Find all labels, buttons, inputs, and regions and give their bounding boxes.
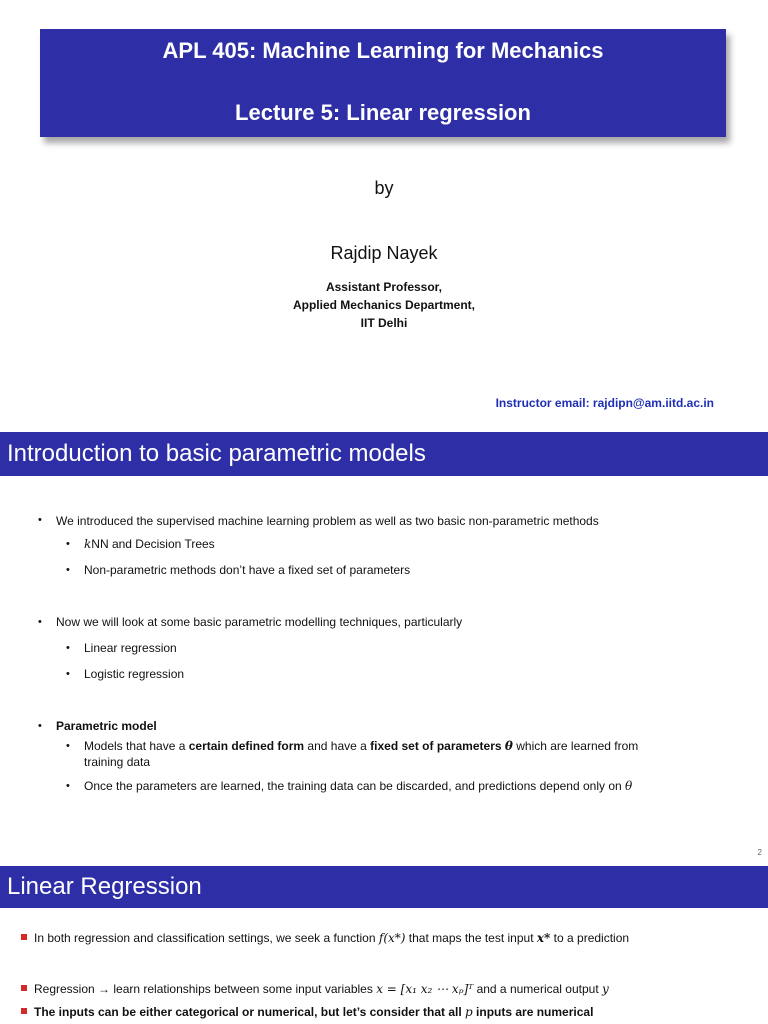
bullet-text [84,536,215,552]
math-theta: θ [625,779,633,793]
math-x: x* [536,931,551,945]
text-bold: certain defined form [188,739,305,753]
affiliation-line: IIT Delhi [360,316,408,330]
slide-number: 2 [757,848,762,857]
bullet-dot: • [66,642,70,654]
bullet-dot: • [66,564,70,576]
bullet-text [84,738,724,770]
title-box [40,29,726,137]
bullet-text [34,981,609,997]
bullet-text: Linear regression [84,641,177,655]
author-name: Rajdip Nayek [330,243,438,263]
bullet-dot: • [38,720,42,732]
math-p: p [465,1005,473,1019]
bullet-text: Now we will look at some basic parametric modelling techniques, particularly [56,615,463,629]
by-label: by [374,178,394,198]
bullet-text: We introduced the supervised machine learning problem as well as two basic non-parametric methods [56,514,599,528]
bullet-dot: • [66,668,70,680]
bullet-dot: • [66,780,70,792]
slide-header: Linear Regression [0,866,768,908]
text-part: training data [84,755,151,769]
bullet-dot: • [38,616,42,628]
instructor-email: Instructor email: rajdipn@am.iitd.ac.in [495,396,714,410]
bullet-dot: • [38,514,42,526]
math-y: y [602,982,609,996]
course-title: APL 405: Machine Learning for Mechanics [162,38,604,63]
slide-header: Introduction to basic parametric models [0,432,768,476]
bullet-square [21,934,27,940]
math-theta: θ [504,739,513,753]
text-part: and a numerical output [476,982,599,996]
math-f: f(x*) [378,931,406,945]
lecture-title: Lecture 5: Linear regression [235,100,531,125]
text-part: and have a [304,739,371,753]
affiliation [0,278,768,332]
text-part: The inputs can be either categorical or numerical, but let’s consider that all [34,1005,462,1019]
bullet-text [34,930,629,946]
bullet-dot: • [66,740,70,752]
bullet-text: Non-parametric methods don’t have a fixed set of parameters [84,563,411,577]
intro-slide [0,432,768,864]
bullet-text: Logistic regression [84,667,185,681]
text-part: Once the parameters are learned, the training data can be discarded, and predictions depend only on [84,779,622,793]
math-x-vector: x = [x₁ x₂ ⋯ xₚ]ᵀ [376,982,474,996]
linear-regression-slide [0,866,768,1024]
text-part: that maps the test input [408,931,534,945]
text-part: inputs are numerical [476,1005,594,1019]
affiliation-line: Applied Mechanics Department, [292,298,476,312]
text-bold: fixed set of parameters [370,739,502,753]
math-k: k [84,537,92,551]
bullet-text: Parametric model [56,719,157,733]
bullet-square [21,1008,27,1014]
bullet-text [34,1004,593,1020]
text-part: which are learned from [512,739,639,753]
affiliation-line: Assistant Professor, [325,280,443,294]
text-part: to a prediction [553,931,630,945]
title-slide [0,0,768,432]
text-part: In both regression and classification settings, we seek a function [34,931,376,945]
bullet-text [84,778,632,794]
bullet-text-rest: NN and Decision Trees [91,537,215,551]
text-part: Regression → learn relationships between some input variables [34,982,373,996]
bullet-dot: • [66,538,70,550]
bullet-square [21,985,27,991]
text-part: Models that have a [84,739,189,753]
